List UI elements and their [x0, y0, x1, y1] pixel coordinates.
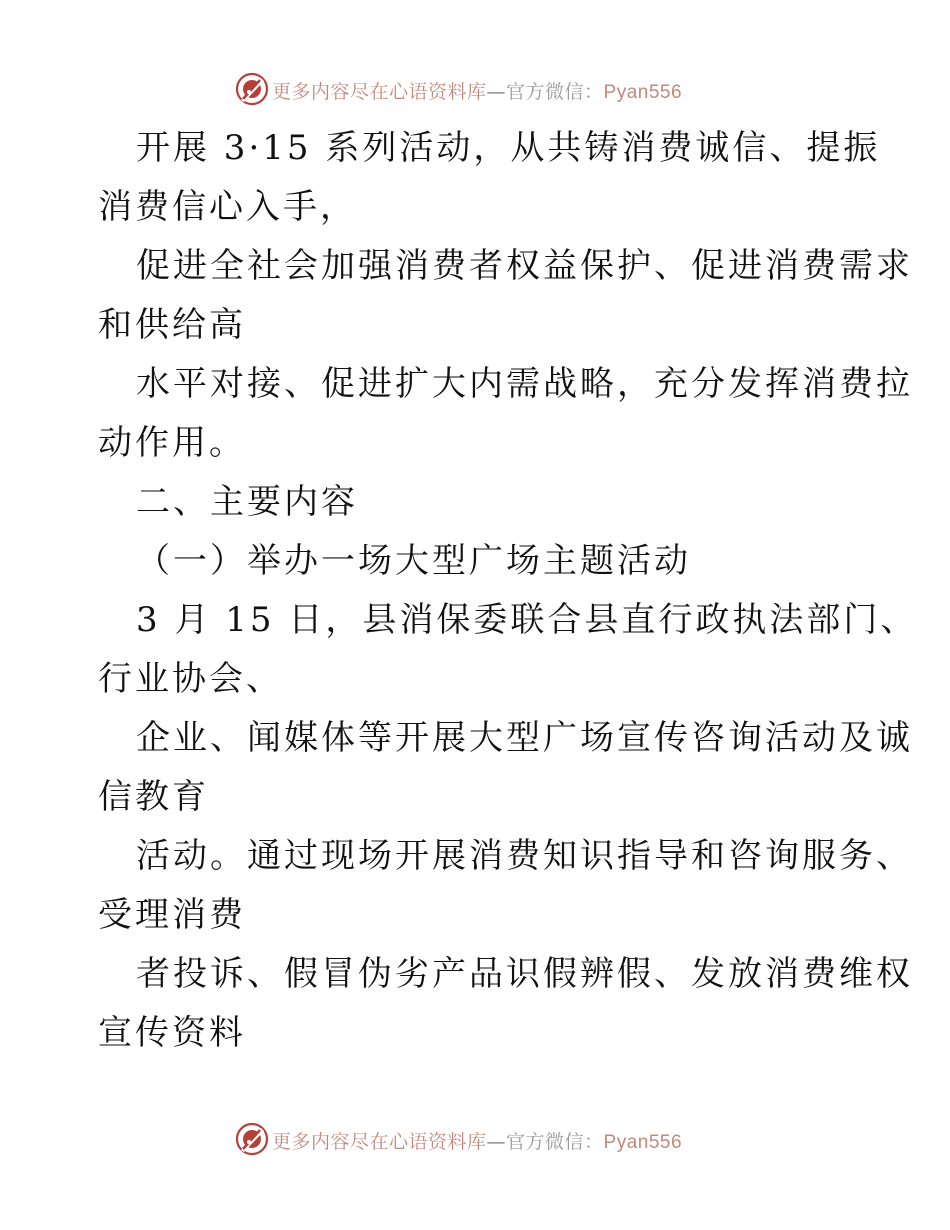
- subsection-heading: （一）举办一场大型广场主题活动: [136, 541, 691, 581]
- text-line: 者投诉、假冒伪劣产品识假辨假、发放消费维权: [136, 954, 913, 994]
- header-banner: [0, 70, 950, 110]
- banner-wechat-label: 官方微信：: [506, 1131, 604, 1153]
- text-line: 开展 3·15 系列活动，从共铸消费诚信、提振: [136, 128, 881, 168]
- header-banner-text: [272, 77, 682, 104]
- banner-site-text: 更多内容尽在心语资料库: [272, 81, 487, 103]
- banner-wechat-id: Pyan556: [603, 1132, 683, 1153]
- section-heading: 二、主要内容: [136, 482, 358, 522]
- banner-dash: —: [486, 1131, 507, 1153]
- banner-site-text: 更多内容尽在心语资料库: [272, 1131, 487, 1153]
- text-line: 行业协会、: [98, 659, 283, 699]
- text-line: 消费信心入手，: [98, 187, 357, 227]
- banner-wechat-label: 官方微信：: [506, 81, 604, 103]
- text-line: 3 月 15 日，县消保委联合县直行政执法部门、: [136, 600, 918, 640]
- text-line: 水平对接、促进扩大内需战略，充分发挥消费拉: [136, 364, 913, 404]
- text-line: 企业、闻媒体等开展大型广场宣传咨询活动及诚: [136, 718, 913, 758]
- text-line: 信教育: [98, 777, 209, 817]
- text-line: 宣传资料: [98, 1013, 246, 1053]
- footer-banner-text: [272, 1127, 682, 1154]
- text-line: 和供给高: [98, 305, 246, 345]
- pen-logo-icon: [235, 1122, 269, 1156]
- text-line: 促进全社会加强消费者权益保护、促进消费需求: [136, 246, 913, 286]
- pen-logo-icon: [235, 72, 269, 106]
- text-line: 活动。通过现场开展消费知识指导和咨询服务、: [136, 836, 913, 876]
- banner-wechat-id: Pyan556: [603, 82, 683, 103]
- text-line: 动作用。: [98, 423, 246, 463]
- text-line: 受理消费: [98, 895, 246, 935]
- footer-banner: [0, 1120, 950, 1160]
- banner-dash: —: [486, 81, 507, 103]
